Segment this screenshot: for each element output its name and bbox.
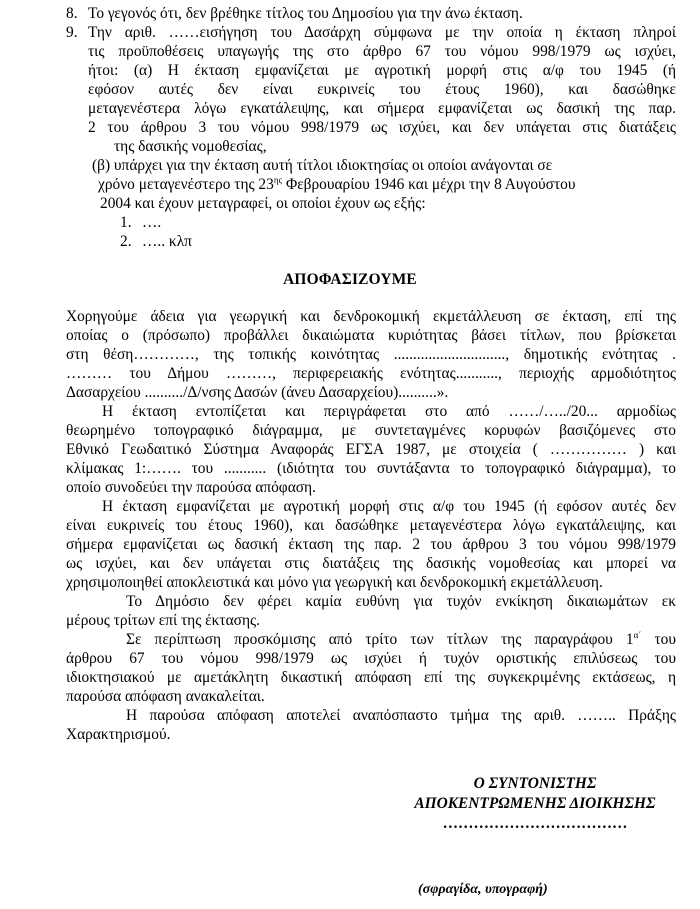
text-line: Η έκταση εντοπίζεται και περιγράφεται στο από ……/…../20... αρμοδίως [102,403,676,420]
sub-list-item [120,232,676,251]
text-line: οποίας ο (πρόσωπο) προβάλλει δικαιώματα κυριότητας βάσει τίτλων, που βρίσκεται [66,327,676,344]
text-line: τις προϋποθέσεις υπαγωγής της στο άρθρο 67 του νόμου 998/1979 ως ισχύει, [88,43,676,60]
paragraph-1 [66,307,676,402]
text-line: Εθνικό Γεωδαιτικό Σύστημα Αναφοράς ΕΓΣΑ 1987, με στοιχεία ( …………… ) και [66,441,676,458]
paragraph-3 [66,497,676,592]
text-line: ……… του Δήμου ………, περιφερειακής ενότητας..........., περιοχής αρμοδιότητος [66,365,676,382]
text-line: Το Δημόσιο δεν φέρει καμία ευθύνη για τυχόν ενκίκηση δικαιωμάτων εκ [126,593,676,610]
list-number: 9. [66,24,78,41]
text-line: 2 του άρθρου 3 του νόμου 998/1979 ως ισχύει, και δεν υπάγεται στις διατάξεις [88,119,676,136]
text-line: Η παρούσα απόφαση αποτελεί αναπόσπαστο τμήμα της αριθ. …….. Πράξης [126,707,676,724]
stamp-signature-note: (σφραγίδα, υπογραφή) [418,882,548,897]
signature-authority: ΑΠΟΚΕΝΤΡΩΜΕΝΗΣ ΔΙΟΙΚΗΣΗΣ [414,795,656,812]
text-line [88,175,676,194]
numbered-list [66,4,676,251]
list-number: 8. [66,5,78,22]
text-line: της δασικής νομοθεσίας, [114,138,267,155]
text-line: 2004 και έχουν μεταγραφεί, οι οποίοι έχουν ως εξής: [100,195,426,212]
text-line: εφόσον αυτές δεν είναι ευκρινείς του έτους 1960), και δασώθηκε [88,81,676,98]
text-line: Η έκταση εμφανίζεται με αγροτική μορφή στις α/φ του 1945 (ή εφόσον αυτές δεν [102,498,676,515]
decision-body [66,307,676,744]
text-line: μέρους τρίτων επί της έκτασης. [66,612,260,629]
text-line: Χορηγούμε άδεια για γεωργική και δενδροκομική εκμετάλλευση σε έκταση, επί της [66,308,676,325]
text-fragment: του [641,631,676,648]
text-line: Την αριθ. ……εισήγηση του Δασάρχη σύμφωνα με την οποία η έκταση πληροί [88,24,676,41]
text-line: Δασαρχείου ........../Δ/νσης Δασών (άνευ Δασαρχείου)..........». [66,384,449,401]
decision-heading: ΑΠΟΦΑΣΙΖΟΥΜΕ [283,271,417,288]
paragraph-4 [66,592,676,630]
text-fragment: Σε περίπτωση προσκόμισης από τρίτο των τίτλων της παραγράφου 1 [126,631,634,648]
text-line: Χαρακτηρισμού. [66,726,171,743]
paragraph-5 [66,630,676,706]
ordinal-suffix: ης [273,174,283,185]
sub-list-number: 2. [120,233,132,250]
signature-title: Ο ΣΥΝΤΟΝΙΣΤΗΣ [473,775,597,792]
text-line: στη θέση…………, της τοπικής κοινότητας ............................., δημοτικής ενότητας . [66,346,676,363]
paragraph-2 [66,402,676,497]
sub-list-item [120,213,676,232]
text-line: ως ισχύει, και δεν υπάγεται στις διατάξεις της δασικής νομοθεσίας και μπορεί να [66,555,676,572]
text-fragment: χρόνο μεταγενέστερο της 23 [98,176,274,193]
sub-list-text: …. [142,214,162,231]
sub-list [120,213,676,251]
text-line: ήτοι: (α) Η έκταση εμφανίζεται με αγροτική μορφή στις α/φ του 1945 (ή [88,62,676,79]
signature-block [390,774,680,834]
text-line: σήμερα εμφανίζεται ως δασική έκταση της παρ. 2 του άρθρου 3 του νόμου 998/1979 [66,536,676,553]
list-item-9 [66,23,676,251]
text-line: ιδιοκτησιακού με αμετάκλητη δικαστική απόφαση επί της συγκεκριμένης εκτάσεως, η [66,669,676,686]
text-line: οποίο συνοδεύει την παρούσα απόφαση. [66,479,316,496]
list-item-text: Το γεγονός ότι, δεν βρέθηκε τίτλος του Δημοσίου για την άνω έκταση. [88,5,523,22]
text-line: άρθρου 67 του νόμου 998/1979 ως ισχύει ή τυχόν οριστικής επιλύσεως του [66,650,676,667]
text-line: παρούσα απόφαση ανακαλείται. [66,688,265,705]
text-fragment: Φεβρουαρίου 1946 και μέχρι την 8 Αυγούστου [282,176,576,193]
text-line [66,630,676,649]
text-line: είναι ευκρινείς του έτους 1960), και δασώθηκε μεταγενέστερα λόγω εγκατάλειψης, και [66,517,676,534]
text-line: κλίμακας 1:……. του ........... (ιδιότητα του συντάξαντα το τοπογραφικό διάγραμμα), το [66,460,676,477]
text-line: (β) υπάρχει για την έκταση αυτή τίτλοι ιδιοκτησίας οι οποίοι ανάγονται σε [92,157,553,174]
sub-list-text: ….. κλπ [142,233,192,250]
list-item-8 [66,4,676,23]
paragraph-suffix: α΄ [633,629,642,640]
text-line: μεταγενέστερα λόγω εγκατάλειψης, και σήμερα εμφανίζεται ως δασική της παρ. [88,100,676,117]
paragraph-6 [66,706,676,744]
text-line: θεωρημένο τοπογραφικό διάγραμμα, με συντεταγμένες κορυφών βασιζόμενες στο [66,422,676,439]
sub-list-number: 1. [120,214,132,231]
signature-line: ……………………………… [442,815,628,832]
text-line: χρησιμοποιηθεί αποκλειστικά και μόνο για γεωργική και δενδροκομική εκμετάλλευση. [66,574,603,591]
